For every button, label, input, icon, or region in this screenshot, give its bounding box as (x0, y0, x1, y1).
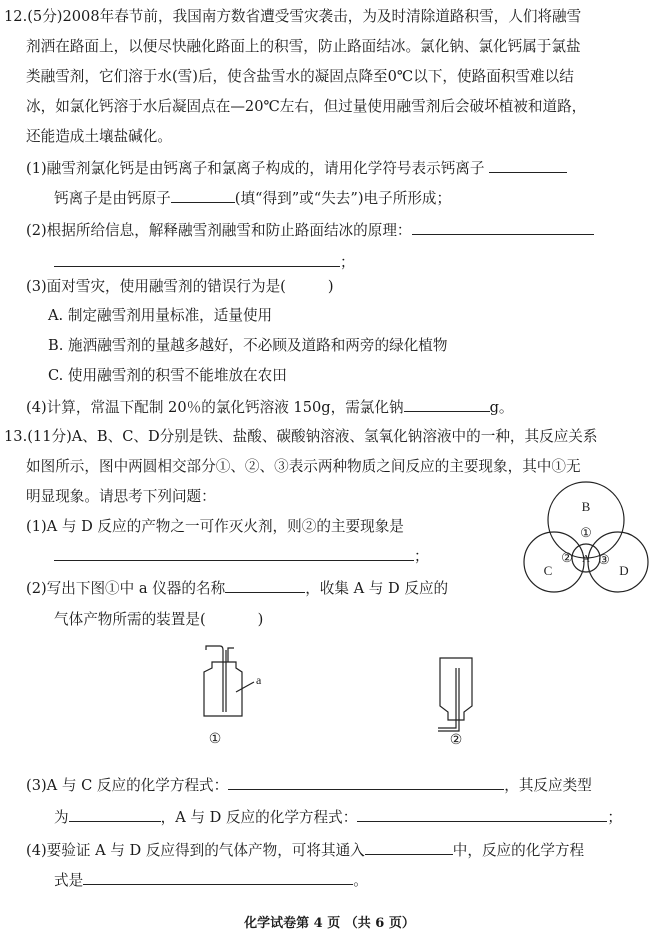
q12-part2-line2 (54, 251, 355, 273)
q12-part1-line1 (26, 157, 567, 179)
q13-intro-line-2: 如图所示，图中两圆相交部分①、②、③表示两种物质之间反应的主要现象，其中①无 (26, 458, 581, 475)
venn-label-c: C (543, 563, 553, 578)
q12-part1-text3: (填“得到”或“失去”)电子所形成； (234, 190, 452, 207)
q12-part2-end: ； (340, 254, 355, 271)
answer-choice-slot-2[interactable] (206, 609, 258, 624)
q13-part3-text2: ，其反应类型 (504, 777, 592, 794)
q13-part2-line1 (26, 577, 448, 599)
q13-part2-line2 (54, 609, 263, 630)
inlet-tube (438, 668, 456, 728)
q12-part4-text: (4)计算，常温下配制 20％的氯化钙溶液 150g，需氯化钠 (26, 399, 404, 416)
answer-blank-equation-verify[interactable] (83, 869, 353, 885)
page-footer: 化学试卷第 4 页 （共 6 页） (244, 916, 415, 931)
q13-part3-text: (3)A 与 C 反应的化学方程式： (26, 777, 229, 794)
q13-part3-line1 (26, 774, 592, 796)
q13-part4-line1 (26, 839, 584, 861)
q13-part3-text3: 为 (54, 809, 69, 826)
answer-blank-reaction-type[interactable] (69, 806, 161, 822)
q13-part3-end: ； (607, 809, 622, 826)
answer-blank-mass[interactable] (404, 396, 490, 412)
venn-label-a: A (582, 553, 590, 565)
long-tube (206, 646, 223, 712)
apparatus-label-a: a (256, 673, 262, 687)
q13-part4-end: 。 (353, 872, 368, 889)
q12-part3-stem (26, 276, 334, 297)
q13-part3-line2 (54, 806, 622, 828)
q12-intro-line-4: 冰，如氯化钙溶于水后凝固点在—20℃左右，但过量使用融雪剂后会破坏植被和道路， (26, 98, 587, 115)
q12-part1-text: (1)融雪剂氯化钙是由钙离子和氯离子构成的，请用化学符号表示钙离子 (26, 160, 485, 177)
q12-option-a: A. 制定融雪剂用量标准，适量使用 (48, 307, 273, 324)
q12-part3-text: (3)面对雪灾，使用融雪剂的错误行为是( (26, 278, 286, 295)
q12-intro-line-5: 还能造成土壤盐碱化。 (26, 128, 172, 145)
short-tube (228, 648, 234, 662)
q13-part1-line2 (54, 545, 429, 567)
q13-part4-text: (4)要验证 A 与 D 反应得到的气体产物，可将其通入 (26, 842, 365, 859)
venn-diagram (518, 478, 654, 596)
venn-label-r3: ③ (598, 552, 610, 567)
q12-intro-line-3: 类融雪剂，它们溶于水(雪)后，使含盐雪水的凝固点降至0℃以下，使路面积雪难以结 (26, 68, 574, 85)
q12-part1-line2 (54, 187, 451, 209)
pointer-line-a (236, 682, 254, 692)
q13-part2-text2: ，收集 A 与 D 反应的 (305, 580, 449, 597)
q13-part1-end: ； (414, 548, 429, 565)
q12-line-1 (4, 7, 581, 27)
answer-blank-phenomenon[interactable] (54, 545, 414, 561)
answer-blank-instrument-name[interactable] (225, 577, 305, 593)
q13-intro-line-3: 明显现象。请思考下列问题： (26, 488, 216, 505)
q12-number: 12. (4, 8, 28, 25)
q12-option-b: B. 施洒融雪剂的量越多越好，不必顾及道路和两旁的绿化植物 (48, 337, 448, 354)
venn-circle-b (548, 482, 624, 558)
apparatus-2-inverted-bottle (430, 656, 500, 748)
venn-label-d: D (619, 563, 629, 578)
q12-intro-text: (5分)2008年春节前，我国南方数省遭受雪灾袭击，为及时清除道路积雪，人们将融雪 (27, 8, 582, 25)
q12-part3-close: ) (327, 278, 334, 295)
venn-label-r1: ① (580, 525, 592, 540)
apparatus-2-caption: ② (449, 733, 463, 748)
q12-part4-unit: g。 (489, 399, 514, 416)
q13-part4-text3: 式是 (54, 872, 84, 889)
q13-part4-text2: 中，反应的化学方程 (452, 842, 585, 859)
answer-blank-equation-ad[interactable] (357, 806, 607, 822)
venn-label-r2: ② (561, 550, 573, 565)
q12-option-c: C. 使用融雪剂的积雪不能堆放在农田 (48, 367, 287, 384)
apparatus-1-caption: ① (208, 732, 222, 747)
q12-part2-text: (2)根据所给信息，解释融雪剂融雪和防止路面结冰的原理： (26, 222, 412, 239)
q13-part4-line2 (54, 869, 368, 891)
q12-part2-line1 (26, 219, 594, 241)
q13-intro-text: (11分)A、B、C、D分别是铁、盐酸、碳酸钠溶液、氢氧化钠溶液中的一种，其反应关系 (27, 428, 598, 445)
q13-part2-text3: 气体产物所需的装置是( (54, 611, 206, 628)
venn-label-b: B (581, 499, 591, 514)
q12-intro-line-2: 剂洒在路面上，以便尽快融化路面上的积雪，防止路面结冰。氯化钠、氯化钙属于氯盐 (26, 38, 581, 55)
answer-choice-slot[interactable] (286, 276, 328, 291)
q13-number: 13. (4, 428, 28, 445)
q13-line-1 (4, 427, 598, 447)
q13-part3-text4: ，A 与 D 反应的化学方程式： (160, 809, 358, 826)
apparatus-1-gas-bottle (190, 642, 270, 747)
answer-blank-equation-ac[interactable] (228, 774, 504, 790)
q13-part1: (1)A 与 D 反应的产物之一可作灭火剂，则②的主要现象是 (26, 518, 404, 535)
q12-part1-text2: 钙离子是由钙原子 (54, 190, 171, 207)
answer-blank-gain-lose[interactable] (171, 187, 235, 203)
answer-blank-principle-2[interactable] (54, 251, 340, 267)
q12-part4 (26, 396, 514, 418)
answer-blank-calcium-ion[interactable] (489, 157, 567, 173)
q13-part2-text: (2)写出下图①中 a 仪器的名称 (26, 580, 226, 597)
answer-blank-principle-1[interactable] (412, 219, 594, 235)
answer-blank-reagent[interactable] (365, 839, 453, 855)
q13-part2-close: ) (257, 611, 264, 628)
